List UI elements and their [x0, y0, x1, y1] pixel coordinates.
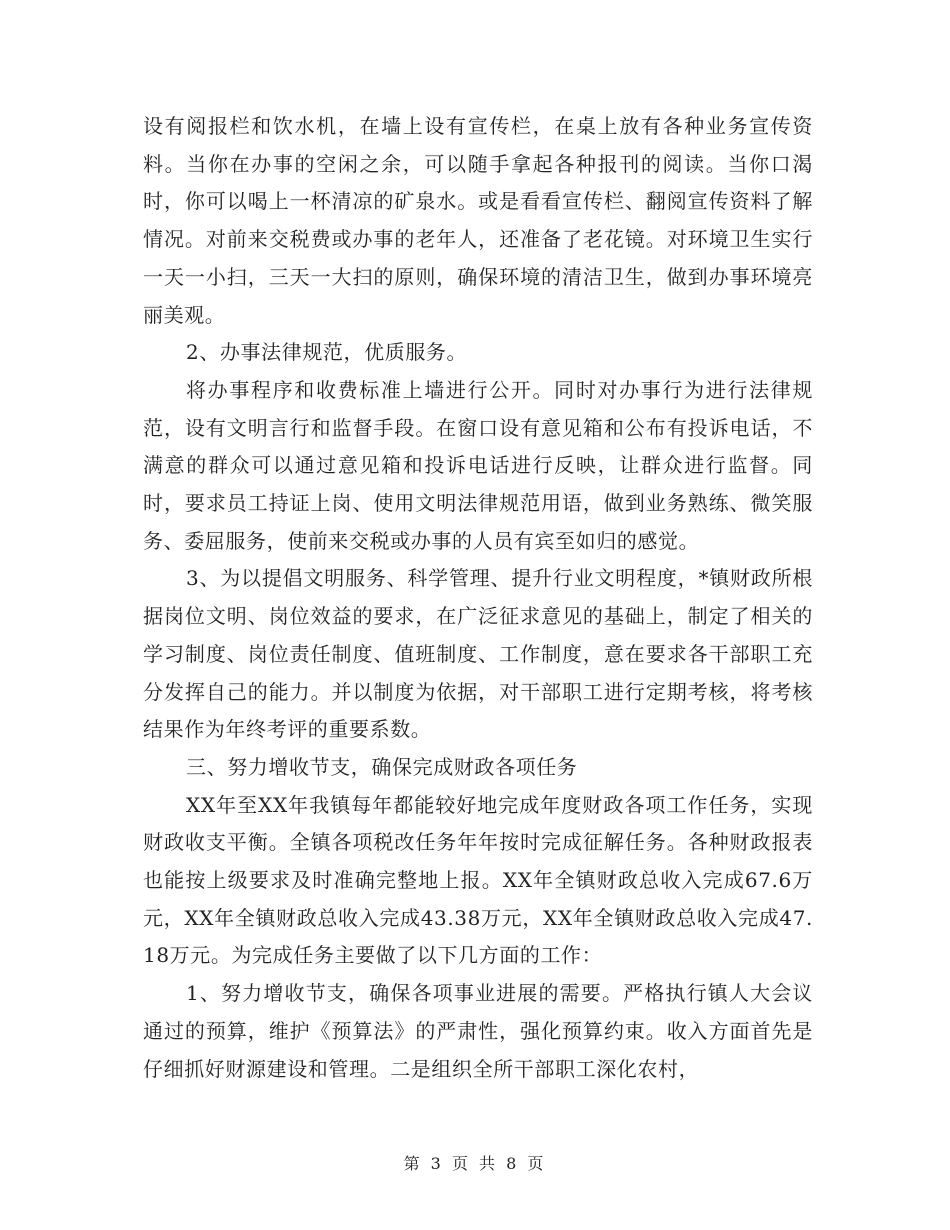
page-number-footer: 第 3 页 共 8 页: [403, 1154, 547, 1173]
paragraph-civilized-service: 3、为以提倡文明服务、科学管理、提升行业文明程度，*镇财政所根据岗位文明、岗位效益的要求，在广泛征求意见的基础上，制定了相关的学习制度、岗位责任制度、值班制度、工作制度，意在要求各干部职工充分发挥自己的能力。并以制度为依据，对干部职工进行定期考核，将考核结果作为年终考评的重要系数。: [143, 566, 813, 742]
paragraph-environment: 设有阅报栏和饮水机，在墙上设有宣传栏，在桌上放有各种业务宣传资料。当你在办事的空闲之余，可以随手拿起各种报刊的阅读。当你口渴时，你可以喝上一杯清凉的矿泉水。或是看看宣传栏、翻阅宣传资料了解情况。对前来交税费或办事的老年人，还准备了老花镜。对环境卫生实行一天一小扫，三天一大扫的原则，确保环境的清洁卫生，做到办事环境亮丽美观。: [143, 114, 813, 327]
paragraph-heading-legal-service: 2、办事法律规范，优质服务。: [186, 340, 468, 365]
paragraph-increase-revenue: 1、努力增收节支，确保各项事业进展的需要。严格执行镇人大会议通过的预算，维护《预算法》的严肃性，强化预算约束。收入方面首先是仔细抓好财源建设和管理。二是组织全所干部职工深化农村，: [143, 981, 813, 1081]
paragraph-fiscal-results: XX年至XX年我镇每年都能较好地完成年度财政各项工作任务，实现财政收支平衡。全镇各项税改任务年年按时完成征解任务。各种财政报表也能按上级要求及时准确完整地上报。XX年全镇财政总收入完成67.6万元，XX年全镇财政总收入完成43.38万元，XX年全镇财政总收入完成47.18万元。为完成任务主要做了以下几方面的工作：: [143, 792, 813, 968]
paragraph-legal-service: 将办事程序和收费标准上墙进行公开。同时对办事行为进行法律规范，设有文明言行和监督手段。在窗口设有意见箱和公布有投诉电话，不满意的群众可以通过意见箱和投诉电话进行反映，让群众进行监督。同时，要求员工持证上岗、使用文明法律规范用语，做到业务熟练、微笑服务、委屈服务，使前来交税或办事的人员有宾至如归的感觉。: [143, 377, 813, 553]
section-heading-increase-revenue: 三、努力增收节支，确保完成财政各项任务: [186, 754, 578, 779]
document-body: [143, 108, 813, 1088]
